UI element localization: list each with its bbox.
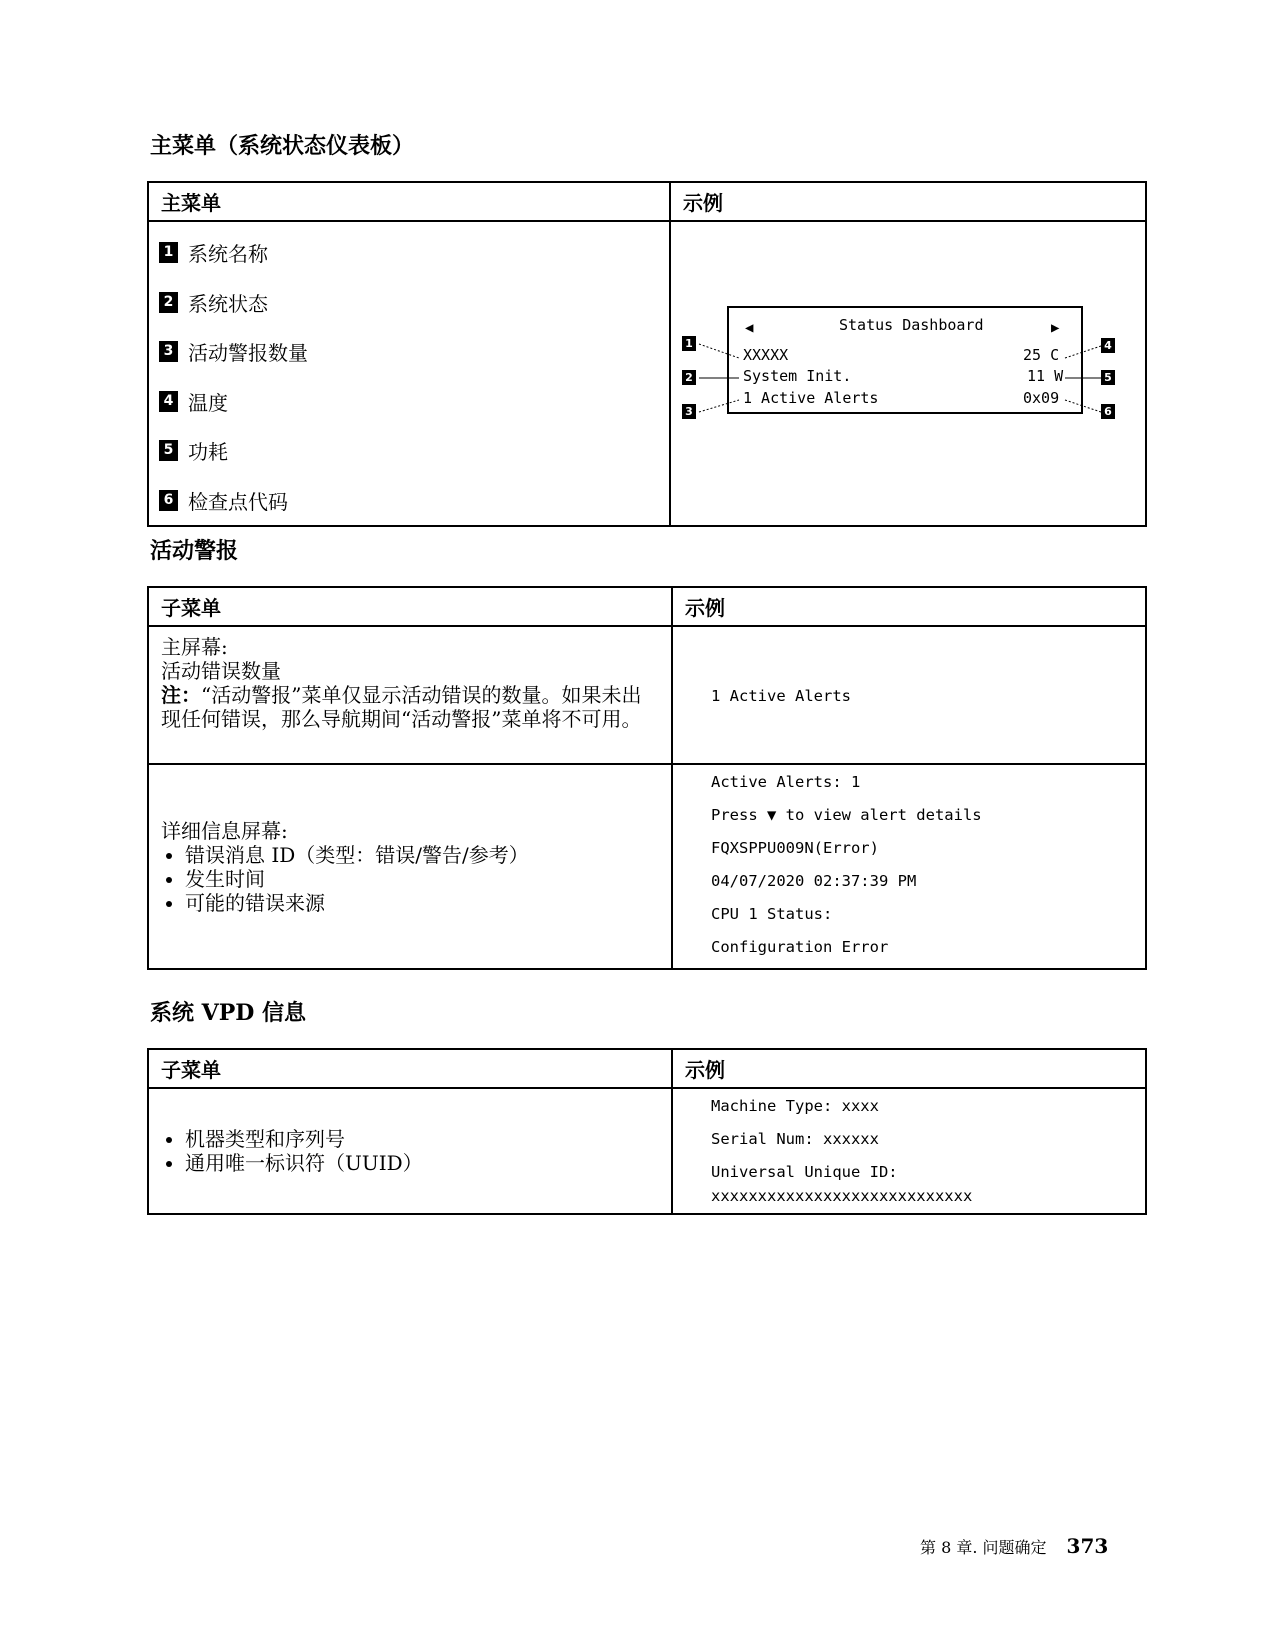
legend-label: 活动警报数量 [188, 341, 308, 366]
list-item: • 发生时间 [185, 867, 661, 891]
home-screen-example [672, 626, 1146, 764]
table-header-row [148, 182, 1146, 221]
legend-item [159, 476, 659, 526]
list-item: • 可能的错误来源 [185, 891, 661, 915]
example-line: Serial Num: xxxxxx [711, 1130, 879, 1148]
section-title-main-menu: 主菜单（系统状态仪表板） [150, 133, 415, 159]
callout-badge: 1 [159, 242, 178, 263]
example-line: Universal Unique ID: [711, 1163, 898, 1181]
note-label: 注： [161, 683, 201, 707]
legend-label: 功耗 [188, 440, 228, 465]
table-row [148, 221, 1146, 526]
lcd-system-status: System Init. [743, 367, 852, 385]
section-title-vpd: 系统 VPD 信息 [150, 1000, 307, 1026]
right-arrow-icon: ▶ [1051, 320, 1060, 336]
lcd-screen [727, 306, 1083, 414]
example-line: FQXSPPU009N(Error) [711, 839, 879, 857]
legend-label: 系统名称 [188, 242, 268, 267]
col-header-example: 示例 [670, 182, 1146, 221]
col-header-example: 示例 [672, 587, 1146, 626]
table-header-row [148, 587, 1146, 626]
lcd-example-cell [670, 221, 1146, 526]
legend-label: 检查点代码 [188, 489, 288, 514]
list-item: • 机器类型和序列号 [185, 1127, 661, 1151]
table-header-row [148, 1049, 1146, 1088]
table-row [148, 764, 1146, 969]
example-line: Press ▼ to view alert details [711, 806, 982, 824]
callout-badge: 5 [159, 440, 178, 461]
active-alerts-count-text: 1 Active Alerts [711, 686, 851, 705]
page-footer [920, 1534, 1108, 1558]
left-arrow-icon: ◀ [745, 320, 754, 336]
section-title-active-alerts: 活动警报 [150, 538, 239, 564]
details-bullet-list [161, 843, 661, 915]
legend-item [159, 327, 659, 377]
callout-badge: 6 [159, 490, 178, 511]
col-header-submenu: 子菜单 [148, 587, 672, 626]
example-line: xxxxxxxxxxxxxxxxxxxxxxxxxxxx [711, 1187, 973, 1205]
note-text: “活动警报”菜单仅显示活动错误的数量。如果未出现任何错误，那么导航期间“活动警报”菜单将不可用。 [161, 683, 642, 731]
callout-badge: 2 [159, 292, 178, 313]
vpd-bullet-list [161, 1127, 661, 1175]
home-screen-subheading: 活动错误数量 [161, 659, 281, 683]
lcd-active-alerts: 1 Active Alerts [743, 389, 879, 407]
details-screen-cell [148, 764, 672, 969]
legend-label: 系统状态 [188, 291, 268, 316]
lcd-power: 11 W [1027, 367, 1064, 385]
lcd-header: Status Dashboard [839, 316, 984, 334]
example-line: 04/07/2020 02:37:39 PM [711, 872, 917, 890]
home-screen-heading: 主屏幕: [161, 635, 228, 659]
legend-list [159, 222, 659, 525]
callout-badge: 6 [1101, 404, 1115, 419]
legend-item [159, 278, 659, 328]
details-screen-example [672, 764, 1146, 969]
col-header-menu: 主菜单 [148, 182, 670, 221]
list-item: • 错误消息 ID（类型：错误/警告/参考） [185, 843, 661, 867]
col-header-submenu: 子菜单 [148, 1049, 672, 1088]
example-line: CPU 1 Status: [711, 905, 833, 923]
vpd-example-cell [672, 1088, 1146, 1214]
legend-item [159, 377, 659, 427]
active-alerts-table [147, 586, 1147, 970]
lcd-diagram [671, 222, 1145, 505]
callout-badge: 4 [1101, 338, 1115, 353]
vpd-items-cell [148, 1088, 672, 1214]
legend-cell [148, 221, 670, 526]
callout-badge: 3 [682, 404, 696, 419]
callout-badge: 4 [159, 391, 178, 412]
list-item: • 通用唯一标识符（UUID） [185, 1151, 661, 1175]
note [161, 683, 661, 731]
details-screen-heading: 详细信息屏幕: [161, 818, 288, 843]
callout-badge: 5 [1101, 370, 1115, 385]
example-line: Configuration Error [711, 938, 889, 956]
col-header-example: 示例 [672, 1049, 1146, 1088]
page-number: 373 [1066, 1534, 1109, 1558]
table-row [148, 626, 1146, 764]
legend-label: 温度 [188, 390, 228, 415]
table-row [148, 1088, 1146, 1214]
main-menu-table [147, 181, 1147, 527]
callout-badge: 2 [682, 370, 696, 385]
example-line: Active Alerts: 1 [711, 773, 861, 791]
lcd-checkpoint: 0x09 [1023, 389, 1060, 407]
legend-item [159, 228, 659, 278]
callout-badge: 1 [682, 336, 696, 351]
vpd-table [147, 1048, 1147, 1215]
example-line: Machine Type: xxxx [711, 1097, 879, 1115]
legend-item [159, 426, 659, 476]
home-screen-cell [148, 626, 672, 764]
lcd-temperature: 25 C [1023, 346, 1060, 364]
chapter-label: 第 8 章. 问题确定 [920, 1538, 1047, 1557]
callout-badge: 3 [159, 341, 178, 362]
lcd-system-name: XXXXX [743, 346, 789, 364]
